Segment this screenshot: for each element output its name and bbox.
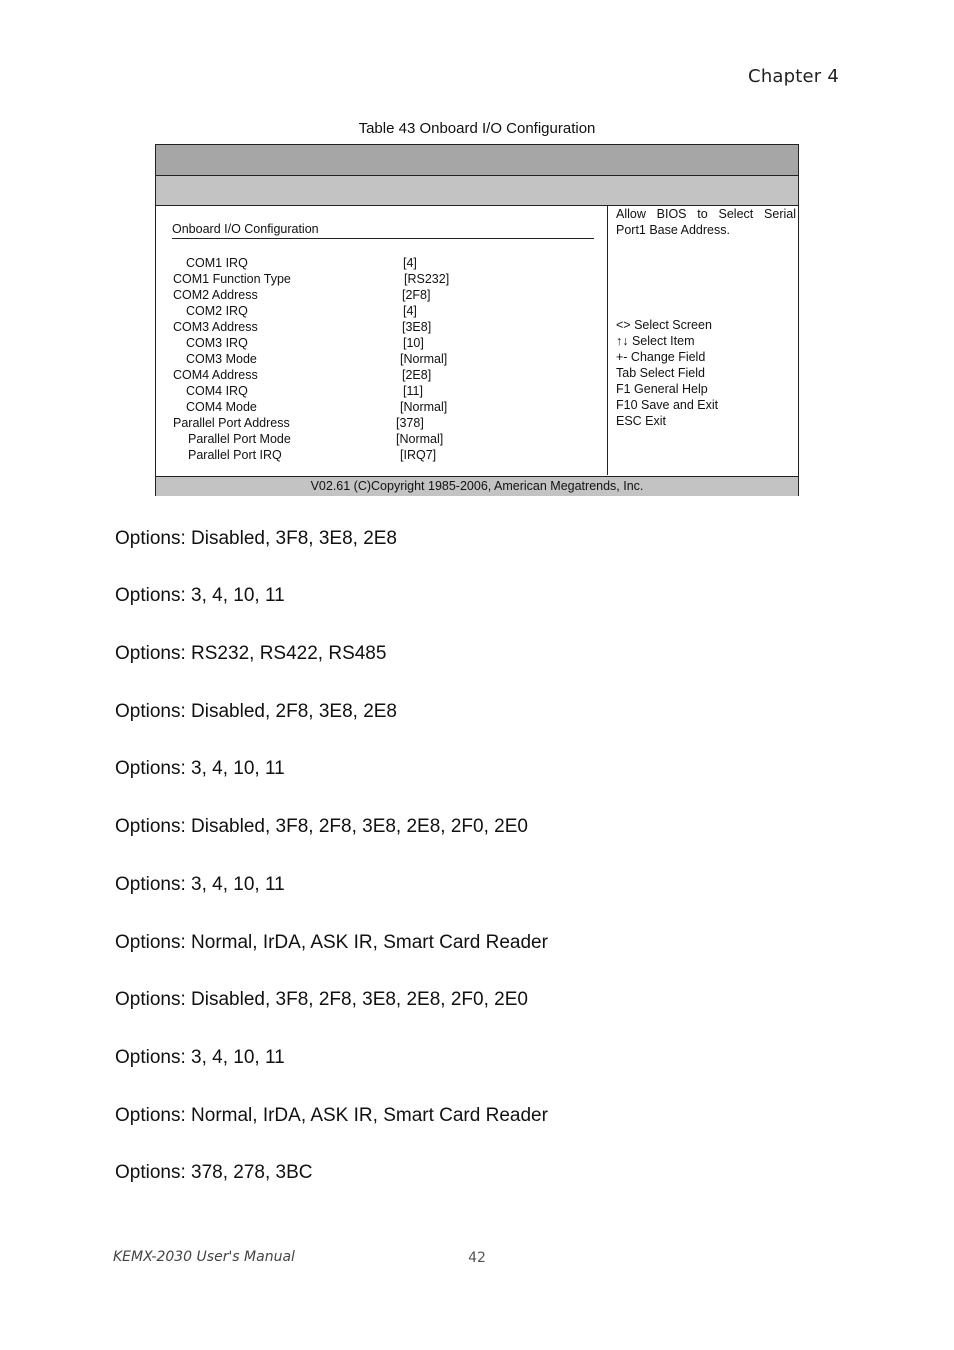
bios-copyright-bar: V02.61 (C)Copyright 1985-2006, American Megatrends, Inc. [156,476,798,496]
setting-label: COM4 IRQ [186,384,248,398]
setting-value[interactable]: [2E8] [402,368,432,382]
setting-value[interactable]: [Normal] [400,400,448,414]
setting-label: COM1 IRQ [186,256,248,270]
setting-row-com1-irq[interactable] [156,255,607,271]
setting-value[interactable]: [2F8] [402,288,431,302]
setting-row-com4-mode[interactable] [156,399,607,415]
setting-row-com2-address[interactable] [156,287,607,303]
setting-row-com1-function-type[interactable] [156,271,607,287]
setting-label: Parallel Port Mode [188,432,291,446]
key-select-field: Tab Select Field [616,366,705,380]
bios-screen [155,144,799,496]
options-line-com3-mode: Options: Normal, IrDA, ASK IR, Smart Card Reader [115,932,548,953]
bios-menu-bar [156,176,798,206]
setting-value[interactable]: [4] [403,256,417,270]
options-line-com4-irq: Options: 3, 4, 10, 11 [115,1047,285,1068]
options-line-com3-address: Options: Disabled, 3F8, 2F8, 3E8, 2E8, 2F0, 2E0 [115,816,528,837]
page-number: 42 [468,1250,486,1266]
setting-row-com4-irq[interactable] [156,383,607,399]
key-exit: ESC Exit [616,414,667,428]
key-change-field: +- Change Field [616,350,706,364]
bios-settings-pane [156,206,607,475]
setting-label: COM3 Address [173,320,258,334]
options-line-com1-function-type: Options: RS232, RS422, RS485 [115,643,387,664]
section-divider [172,238,594,239]
setting-row-com3-address[interactable] [156,319,607,335]
setting-label: COM2 IRQ [186,304,248,318]
options-line-com4-address: Options: Disabled, 3F8, 2F8, 3E8, 2E8, 2F0, 2E0 [115,989,528,1010]
bios-help-pane [607,206,799,475]
setting-label: COM4 Address [173,368,258,382]
options-line-com4-mode: Options: Normal, IrDA, ASK IR, Smart Card Reader [115,1105,548,1126]
setting-row-com3-mode[interactable] [156,351,607,367]
options-line-com3-irq: Options: 3, 4, 10, 11 [115,874,285,895]
bios-title-bar [156,145,798,176]
setting-value[interactable]: [378] [396,416,424,430]
options-line-parallel-port-address: Options: 378, 278, 3BC [115,1162,313,1183]
setting-row-com2-irq[interactable] [156,303,607,319]
key-general-help: F1 General Help [616,382,708,396]
setting-value[interactable]: [Normal] [400,352,448,366]
section-title: Onboard I/O Configuration [172,222,319,236]
options-line-com2-irq: Options: 3, 4, 10, 11 [115,758,285,779]
manual-title: KEMX-2030 User's Manual [113,1249,295,1265]
setting-label: Parallel Port IRQ [188,448,282,462]
table-caption: Table 43 Onboard I/O Configuration [358,120,596,137]
setting-label: COM3 IRQ [186,336,248,350]
chapter-heading: Chapter 4 [748,66,839,87]
setting-value[interactable]: [IRQ7] [400,448,437,462]
setting-label: Parallel Port Address [173,416,290,430]
setting-value[interactable]: [10] [403,336,424,350]
setting-row-com3-irq[interactable] [156,335,607,351]
options-line-com2-address: Options: Disabled, 2F8, 3E8, 2E8 [115,701,397,722]
key-legend [616,317,796,429]
setting-row-parallel-port-address[interactable] [156,415,607,431]
setting-label: COM2 Address [173,288,258,302]
setting-row-parallel-port-irq[interactable] [156,447,607,463]
key-save-exit: F10 Save and Exit [616,398,719,412]
setting-label: COM4 Mode [186,400,257,414]
setting-value[interactable]: [11] [403,384,423,398]
help-text: Allow BIOS to Select Serial Port1 Base Address. [616,207,796,237]
setting-label: COM1 Function Type [173,272,291,286]
setting-label: COM3 Mode [186,352,257,366]
options-line-com1-address: Options: Disabled, 3F8, 3E8, 2E8 [115,528,397,549]
setting-value[interactable]: [RS232] [404,272,450,286]
key-select-screen: <> Select Screen [616,318,712,332]
setting-value[interactable]: [4] [403,304,417,318]
key-select-item: ↑↓ Select Item [616,334,695,348]
setting-row-com4-address[interactable] [156,367,607,383]
options-line-com1-irq: Options: 3, 4, 10, 11 [115,585,285,606]
setting-value[interactable]: [Normal] [396,432,444,446]
setting-value[interactable]: [3E8] [402,320,432,334]
setting-row-parallel-port-mode[interactable] [156,431,607,447]
